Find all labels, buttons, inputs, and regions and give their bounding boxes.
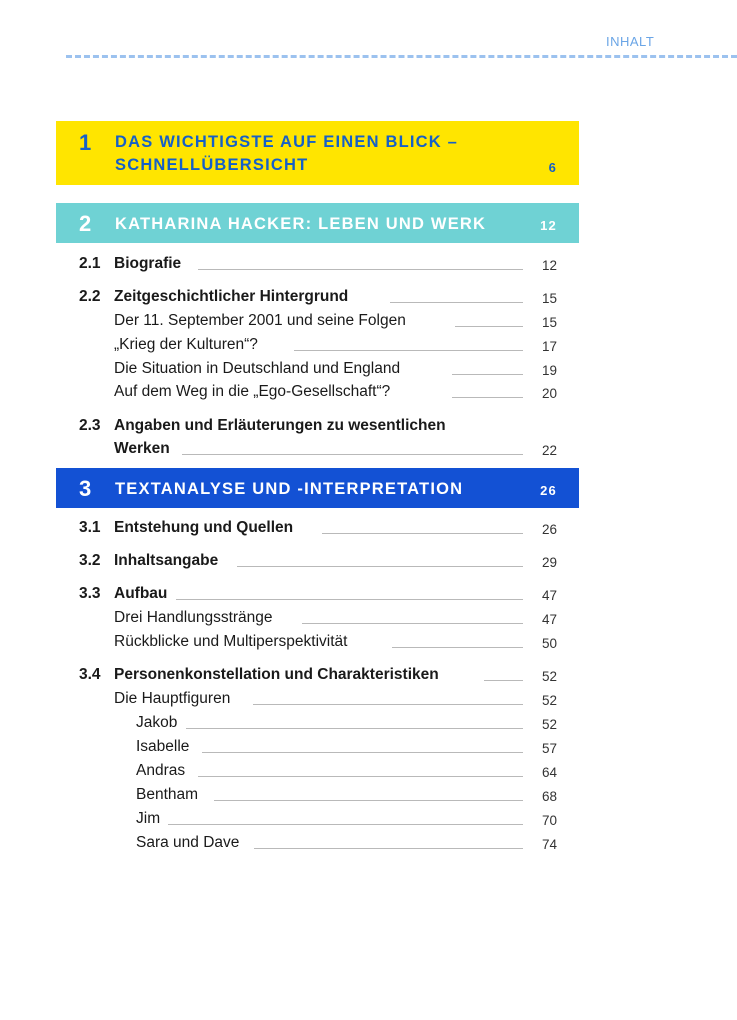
section-number: 2.2 bbox=[79, 288, 101, 305]
entry-page: 26 bbox=[541, 522, 557, 537]
chapter-page: 6 bbox=[548, 160, 557, 175]
entry-page: 52 bbox=[541, 693, 557, 708]
toc-entry[interactable] bbox=[0, 760, 737, 784]
section-number: 2.3 bbox=[79, 417, 101, 434]
dot-leader bbox=[237, 566, 523, 567]
chapter-number: 2 bbox=[79, 211, 93, 236]
toc-entry[interactable] bbox=[0, 358, 737, 382]
dot-leader bbox=[182, 454, 523, 455]
toc-entry[interactable] bbox=[0, 808, 737, 832]
dot-leader bbox=[168, 824, 523, 825]
entry-label: Drei Handlungsstränge bbox=[114, 609, 273, 626]
dot-leader bbox=[176, 599, 523, 600]
entry-label: Der 11. September 2001 und seine Folgen bbox=[114, 312, 406, 329]
chapter-title-line-1: DAS WICHTIGSTE AUF EINEN BLICK – bbox=[115, 133, 459, 151]
toc-entry-3-3[interactable] bbox=[0, 583, 737, 607]
chapter-number: 1 bbox=[79, 130, 93, 155]
dot-leader bbox=[214, 800, 523, 801]
entry-page: 15 bbox=[541, 291, 557, 306]
entry-label: Auf dem Weg in die „Ego-Gesellschaft“? bbox=[114, 383, 391, 400]
chapter-title: KATHARINA HACKER: LEBEN UND WERK bbox=[115, 215, 487, 233]
dot-leader bbox=[302, 623, 523, 624]
toc-entry-2-1[interactable] bbox=[0, 253, 737, 277]
entry-label: Die Situation in Deutschland und England bbox=[114, 360, 401, 377]
chapter-page: 12 bbox=[540, 218, 557, 233]
entry-page: 20 bbox=[541, 386, 557, 401]
dot-leader bbox=[455, 326, 523, 327]
toc-entry-3-1[interactable] bbox=[0, 517, 737, 541]
toc-chapter-3[interactable] bbox=[56, 468, 579, 508]
toc-entry[interactable] bbox=[0, 688, 737, 712]
chapter-number: 3 bbox=[79, 476, 93, 501]
entry-page: 19 bbox=[541, 363, 557, 378]
toc-entry[interactable] bbox=[0, 334, 737, 358]
entry-page: 74 bbox=[541, 837, 557, 852]
dot-leader bbox=[254, 848, 523, 849]
dot-leader bbox=[390, 302, 523, 303]
entry-label: Entstehung und Quellen bbox=[114, 519, 294, 536]
entry-page: 15 bbox=[541, 315, 557, 330]
entry-page: 47 bbox=[541, 588, 557, 603]
entry-page: 57 bbox=[541, 741, 557, 756]
toc-entry[interactable] bbox=[0, 712, 737, 736]
toc-chapter-2[interactable] bbox=[56, 203, 579, 243]
entry-page: 50 bbox=[541, 636, 557, 651]
entry-page: 70 bbox=[541, 813, 557, 828]
dot-leader bbox=[186, 728, 523, 729]
entry-label: Bentham bbox=[136, 786, 199, 803]
toc-entry[interactable] bbox=[0, 784, 737, 808]
toc-entry-2-3-line-1[interactable] bbox=[79, 417, 446, 435]
toc-entry[interactable] bbox=[0, 381, 737, 405]
entry-page: 47 bbox=[541, 612, 557, 627]
dot-leader bbox=[198, 269, 523, 270]
entry-label: Werken bbox=[114, 440, 170, 457]
entry-page: 22 bbox=[541, 443, 557, 458]
toc-entry[interactable] bbox=[0, 607, 737, 631]
chapter-page: 26 bbox=[540, 483, 557, 498]
entry-label: „Krieg der Kulturen“? bbox=[114, 336, 258, 353]
entry-page: 29 bbox=[541, 555, 557, 570]
chapter-title-line-2: SCHNELLÜBERSICHT bbox=[115, 156, 309, 174]
section-number: 3.3 bbox=[79, 585, 101, 602]
chapter-title: TEXTANALYSE UND -INTERPRETATION bbox=[115, 480, 464, 498]
section-number: 2.1 bbox=[79, 255, 101, 272]
entry-label: Aufbau bbox=[114, 585, 168, 602]
toc-entry[interactable] bbox=[0, 832, 737, 856]
entry-page: 52 bbox=[541, 717, 557, 732]
entry-page: 12 bbox=[541, 258, 557, 273]
entry-page: 17 bbox=[541, 339, 557, 354]
dot-leader bbox=[253, 704, 523, 705]
dot-leader bbox=[484, 680, 523, 681]
toc-entry[interactable] bbox=[0, 736, 737, 760]
entry-page: 64 bbox=[541, 765, 557, 780]
entry-label: Sara und Dave bbox=[136, 834, 240, 851]
section-number: 3.1 bbox=[79, 519, 101, 536]
entry-page: 68 bbox=[541, 789, 557, 804]
entry-label-line-1: Angaben und Erläuterungen zu wesentlichen bbox=[114, 417, 446, 434]
dot-leader bbox=[202, 752, 523, 753]
toc-entry-3-4[interactable] bbox=[0, 664, 737, 688]
dot-leader bbox=[322, 533, 523, 534]
entry-label: Rückblicke und Multiperspektivität bbox=[114, 633, 348, 650]
toc-entry-2-3[interactable] bbox=[0, 438, 737, 462]
dot-leader bbox=[452, 397, 523, 398]
toc-entry[interactable] bbox=[0, 631, 737, 655]
toc-entry-3-2[interactable] bbox=[0, 550, 737, 574]
dot-leader bbox=[198, 776, 523, 777]
dot-leader bbox=[294, 350, 523, 351]
toc-entry[interactable] bbox=[0, 310, 737, 334]
running-header-label: INHALT bbox=[606, 34, 655, 49]
entry-label: Personenkonstellation und Charakteristiken bbox=[114, 666, 439, 683]
dot-leader bbox=[452, 374, 523, 375]
entry-label: Die Hauptfiguren bbox=[114, 690, 231, 707]
entry-page: 52 bbox=[541, 669, 557, 684]
section-number: 3.4 bbox=[79, 666, 101, 683]
entry-label: Zeitgeschichtlicher Hintergrund bbox=[114, 288, 349, 305]
header-dashed-rule bbox=[66, 55, 737, 58]
entry-label: Biografie bbox=[114, 255, 182, 272]
entry-label: Inhaltsangabe bbox=[114, 552, 219, 569]
entry-label: Isabelle bbox=[136, 738, 190, 755]
dot-leader bbox=[392, 647, 523, 648]
toc-chapter-1[interactable] bbox=[56, 121, 579, 185]
entry-label: Jakob bbox=[136, 714, 178, 731]
entry-label: Jim bbox=[136, 810, 161, 827]
toc-entry-2-2[interactable] bbox=[0, 286, 737, 310]
entry-label: Andras bbox=[136, 762, 186, 779]
section-number: 3.2 bbox=[79, 552, 101, 569]
